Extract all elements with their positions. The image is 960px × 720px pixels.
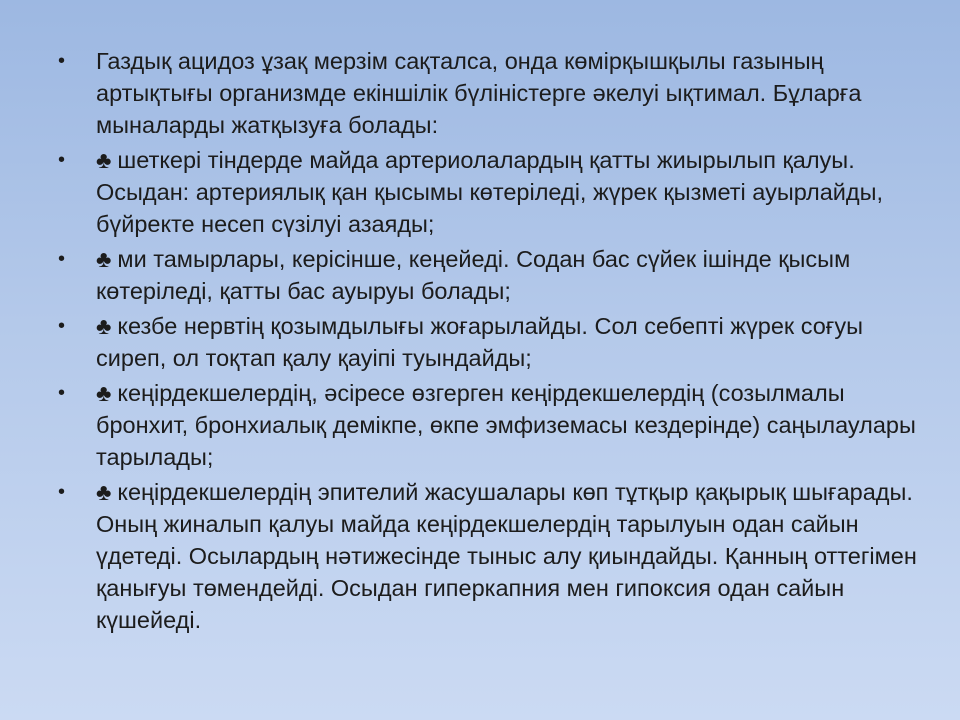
bullet-icon: • (58, 315, 66, 337)
item-text: кеңірдекшелердің эпителий жасушалары көп тұтқыр қақырық шығарады. Оның жиналып қалуы майда кеңірдекшелердің тарылуын одан сайын үдетеді. Осылардың нәтижесінде тыныс алу қиындайды. Қанның оттегімен қанығуы төмендейді. Осыдан гиперкапния мен гипоксия одан сайын күшейеді. (96, 479, 917, 633)
item-text: шеткері тіндерде майда артериолалардың қатты жиырылып қалуы. Осыдан: артериялық қан қысымы көтеріледі, жүрек қызметі ауырлайды, бүйректе несеп сүзілуі азаяды; (96, 147, 884, 237)
list-item (56, 144, 920, 240)
item-text: кеңірдекшелердің, әсіресе өзгерген кеңірдекшелердің (созылмалы бронхит, бронхиалық демікпе, өкпе эмфиземасы кездерінде) саңылаулары тарылады; (96, 380, 916, 470)
bullet-icon: • (58, 149, 66, 171)
club-suit-icon: ♣ (96, 147, 112, 173)
bullet-icon: • (58, 481, 66, 503)
item-text: кезбе нервтің қозымдылығы жоғарылайды. Сол себепті жүрек соғуы сиреп, ол тоқтап қалу қауіпі туындайды; (96, 313, 864, 371)
list-item (56, 377, 920, 473)
bullet-icon: • (58, 248, 66, 270)
list-item (56, 310, 920, 374)
bullet-icon: • (58, 382, 66, 404)
bullet-list (56, 45, 920, 636)
list-item (56, 476, 920, 636)
item-text: Газдық ацидоз ұзақ мерзім сақталса, онда көмірқышқылы газының артықтығы организмде екіншілік бүліністерге әкелуі ықтимал. Бұларға мыналарды жатқызуға болады: (96, 48, 862, 138)
bullet-icon: • (58, 50, 66, 72)
item-text: ми тамырлары, керісінше, кеңейеді. Содан бас сүйек ішінде қысым көтеріледі, қатты бас ауыруы болады; (96, 246, 851, 304)
club-suit-icon: ♣ (96, 380, 112, 406)
list-item (56, 45, 920, 141)
list-item (56, 243, 920, 307)
club-suit-icon: ♣ (96, 246, 112, 272)
club-suit-icon: ♣ (96, 479, 112, 505)
club-suit-icon: ♣ (96, 313, 112, 339)
